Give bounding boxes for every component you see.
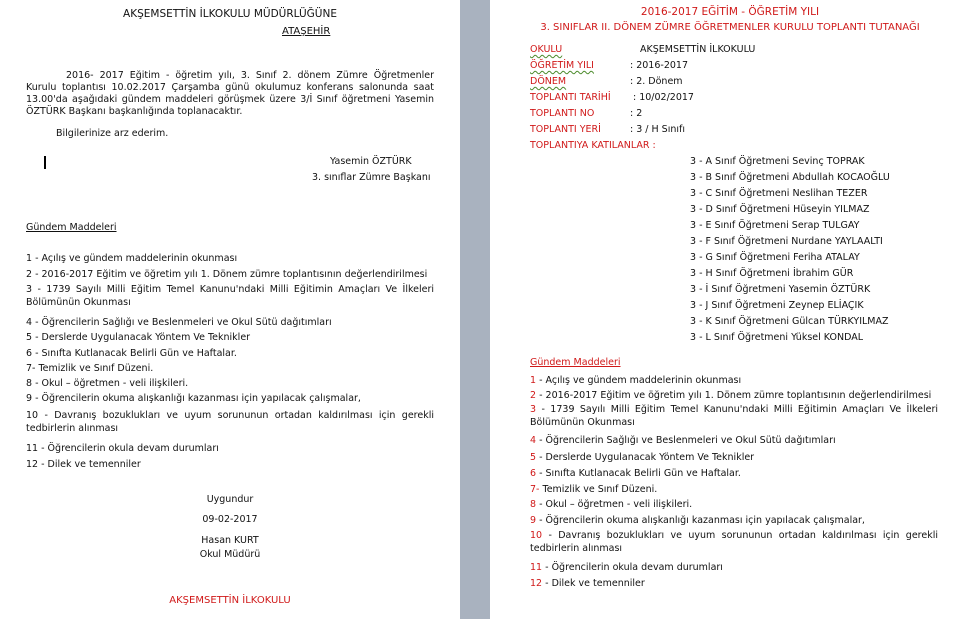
agenda-item bbox=[530, 451, 938, 464]
agenda-item-text: - Dilek ve temenniler bbox=[545, 578, 645, 589]
text-cursor bbox=[44, 156, 46, 169]
letter-body: 2016- 2017 Eğitim - öğretim yılı, 3. Sınıf 2. dönem Zümre Öğretmenler Kurulu toplantısı 10.02.2017 Çarşamba günü okulumuz konferans salonunda saat 13.00'da aşağıdaki gündem maddeleri görüşmek üzere 3/İ Sınıf öğretmeni Yasemin ÖZTÜRK Başkanı başkanlığında toplanacaktır. bbox=[26, 70, 434, 117]
agenda-item-text: - Okul – öğretmen - veli ilişkileri. bbox=[539, 499, 693, 510]
page-gap bbox=[460, 0, 490, 619]
agenda-item bbox=[530, 389, 938, 402]
agenda-item bbox=[530, 483, 938, 496]
info-value: : 2 bbox=[630, 108, 643, 119]
minutes-subtitle: 3. SINIFLAR II. DÖNEM ZÜMRE ÖĞRETMENLER KURULU TOPLANTI TUTANAĞI bbox=[540, 22, 920, 33]
agenda-item-text: - 1739 Sayılı Milli Eğitim Temel Kanunu'ndaki Milli Eğitimin Amaçları Ve İlkeleri Bölümünün Okunması bbox=[530, 404, 938, 428]
agenda-item bbox=[530, 374, 938, 387]
attendee-name: Serap TULGAY bbox=[791, 220, 860, 231]
document-page-right[interactable] bbox=[490, 0, 970, 619]
attendee-name: Feriha ATALAY bbox=[793, 252, 860, 263]
agenda-item-number: 8 bbox=[530, 499, 537, 510]
attendee-name: Hüseyin YILMAZ bbox=[793, 204, 870, 215]
agenda-item-text: - Öğrencilerin okuma alışkanlığı kazanması için yapılacak çalışmalar, bbox=[539, 515, 865, 526]
agenda-item: 12 - Dilek ve temenniler bbox=[26, 459, 141, 470]
approval-date: 09-02-2017 bbox=[202, 514, 258, 525]
signer-title: 3. sınıflar Zümre Başkanı bbox=[312, 172, 431, 183]
letter-closing: Bilgilerinize arz ederim. bbox=[56, 128, 169, 139]
agenda-item-number: 1 bbox=[530, 375, 537, 386]
agenda-item bbox=[530, 434, 938, 447]
agenda-item bbox=[530, 514, 938, 527]
agenda-title: Gündem Maddeleri bbox=[530, 357, 621, 368]
attendee-role: 3 - J Sınıf Öğretmeni bbox=[690, 300, 786, 311]
attendee-row bbox=[690, 268, 853, 279]
agenda-item-text: - Açılış ve gündem maddelerinin okunması bbox=[539, 375, 742, 386]
letter-district: ATAŞEHİR bbox=[282, 26, 331, 37]
agenda-item-text: - Sınıfta Kutlanacak Belirli Gün ve Haftalar. bbox=[539, 468, 741, 479]
attendee-row bbox=[690, 284, 870, 295]
agenda-item-number: 12 bbox=[530, 578, 543, 589]
agenda-item bbox=[530, 403, 938, 429]
attendee-role: 3 - D Sınıf Öğretmeni bbox=[690, 204, 791, 215]
attendee-role: 3 - G Sınıf Öğretmeni bbox=[690, 252, 791, 263]
agenda-item-number: 11 bbox=[530, 562, 543, 573]
attendee-row bbox=[690, 156, 865, 167]
principal-name: Hasan KURT bbox=[201, 535, 259, 546]
agenda-item bbox=[530, 498, 938, 511]
document-page-left[interactable] bbox=[0, 0, 460, 619]
info-label: ÖĞRETİM YILI bbox=[530, 60, 594, 71]
info-value: AKŞEMSETTİN İLKOKULU bbox=[640, 44, 756, 55]
minutes-title: 2016-2017 EĞİTİM - ÖĞRETİM YILI bbox=[640, 6, 820, 18]
info-label: OKULU bbox=[530, 44, 563, 55]
agenda-item bbox=[530, 467, 938, 480]
attendee-name: İbrahim GÜR bbox=[792, 268, 854, 279]
info-label: TOPLANTI NO bbox=[530, 108, 595, 119]
attendee-row bbox=[690, 252, 860, 263]
agenda-item bbox=[530, 529, 938, 555]
attendee-role: 3 - İ Sınıf Öğretmeni bbox=[690, 284, 786, 295]
attendee-role: 3 - K Sınıf Öğretmeni bbox=[690, 316, 789, 327]
attendee-name: Gülcan TÜRKYILMAZ bbox=[792, 316, 889, 327]
agenda-item-text: - Derslerde Uygulanacak Yöntem Ve Teknikler bbox=[539, 452, 755, 463]
agenda-item-text: - Öğrencilerin okula devam durumları bbox=[545, 562, 723, 573]
attendee-role: 3 - H Sınıf Öğretmeni bbox=[690, 268, 790, 279]
agenda-item: 6 - Sınıfta Kutlanacak Belirli Gün ve Haftalar. bbox=[26, 348, 237, 359]
attendee-row bbox=[690, 188, 867, 199]
agenda-item: 2 - 2016-2017 Eğitim ve öğretim yılı 1. Dönem zümre toplantısının değerlendirilmesi bbox=[26, 269, 428, 280]
approval-label: Uygundur bbox=[206, 494, 254, 505]
attendee-name: Abdullah KOCAOĞLU bbox=[792, 172, 890, 183]
attendee-role: 3 - A Sınıf Öğretmeni bbox=[690, 156, 790, 167]
attendee-role: 3 - F Sınıf Öğretmeni bbox=[690, 236, 789, 247]
agenda-item: 1 - Açılış ve gündem maddelerinin okunması bbox=[26, 253, 238, 264]
attendee-row bbox=[690, 220, 859, 231]
agenda-item-number: 7- bbox=[530, 484, 540, 495]
attendee-name: Yasemin ÖZTÜRK bbox=[788, 284, 871, 295]
agenda-item-text: Temizlik ve Sınıf Düzeni. bbox=[539, 484, 658, 495]
attendee-role: 3 - C Sınıf Öğretmeni bbox=[690, 188, 790, 199]
letter-heading: AKŞEMSETTİN İLKOKULU MÜDÜRLÜĞÜNE bbox=[123, 8, 337, 20]
agenda-item bbox=[530, 561, 938, 574]
agenda-item-number: 9 bbox=[530, 515, 537, 526]
attendee-row bbox=[690, 172, 890, 183]
agenda-item: 5 - Derslerde Uygulanacak Yöntem Ve Teknikler bbox=[26, 332, 251, 343]
attendee-row bbox=[690, 300, 864, 311]
attendee-name: Zeynep ELİAÇIK bbox=[788, 300, 864, 311]
agenda-item-number: 2 bbox=[530, 390, 537, 401]
attendee-role: 3 - E Sınıf Öğretmeni bbox=[690, 220, 789, 231]
agenda-item: 3 - 1739 Sayılı Milli Eğitim Temel Kanunu'ndaki Milli Eğitimin Amaçları Ve İlkeleri Bölümünün Okunması bbox=[26, 284, 434, 308]
agenda-item-number: 4 bbox=[530, 435, 537, 446]
agenda-item-number: 6 bbox=[530, 468, 537, 479]
info-label: TOPLANTI YERİ bbox=[530, 124, 601, 135]
agenda-item bbox=[530, 577, 938, 590]
info-value: : 2016-2017 bbox=[630, 60, 689, 71]
agenda-item: 11 - Öğrencilerin okula devam durumları bbox=[26, 443, 219, 454]
info-value: : 10/02/2017 bbox=[633, 92, 694, 103]
info-value: : 3 / H Sınıfı bbox=[630, 124, 685, 135]
agenda-item: 7- Temizlik ve Sınıf Düzeni. bbox=[26, 363, 154, 374]
attendees-label: TOPLANTIYA KATILANLAR : bbox=[530, 140, 656, 151]
info-label: TOPLANTI TARİHİ bbox=[530, 92, 611, 103]
info-label: DÖNEM bbox=[530, 76, 567, 87]
agenda-item: 4 - Öğrencilerin Sağlığı ve Beslenmeleri ve Okul Sütü dağıtımları bbox=[26, 317, 332, 328]
principal-title: Okul Müdürü bbox=[199, 549, 261, 560]
agenda-item: 9 - Öğrencilerin okuma alışkanlığı kazanması için yapılacak çalışmalar, bbox=[26, 393, 361, 404]
attendee-name: Nurdane YAYLAALTI bbox=[791, 236, 883, 247]
attendee-role: 3 - B Sınıf Öğretmeni bbox=[690, 172, 790, 183]
attendee-role: 3 - L Sınıf Öğretmeni bbox=[690, 332, 789, 343]
agenda-item-number: 3 bbox=[530, 404, 537, 415]
signer-name: Yasemin ÖZTÜRK bbox=[330, 156, 412, 167]
attendee-name: Sevinç TOPRAK bbox=[792, 156, 865, 167]
agenda-item-text: - 2016-2017 Eğitim ve öğretim yılı 1. Dönem zümre toplantısının değerlendirilmesi bbox=[539, 390, 932, 401]
attendee-row bbox=[690, 316, 889, 327]
attendee-name: Neslihan TEZER bbox=[792, 188, 868, 199]
agenda-item: 10 - Davranış bozuklukları ve uyum sorununun ortadan kaldırılması için gerekli tedbirlerin alınması bbox=[26, 410, 434, 434]
footer-school-name: AKŞEMSETTİN İLKOKULU bbox=[169, 595, 291, 606]
agenda-item-text: - Davranış bozuklukları ve uyum sorununun ortadan kaldırılması için gerekli tedbirlerin alınması bbox=[530, 530, 938, 554]
attendee-row bbox=[690, 332, 863, 343]
agenda-item-text: - Öğrencilerin Sağlığı ve Beslenmeleri ve Okul Sütü dağıtımları bbox=[539, 435, 836, 446]
attendee-row bbox=[690, 236, 883, 247]
agenda-item-number: 5 bbox=[530, 452, 537, 463]
agenda-item: 8 - Okul – öğretmen - veli ilişkileri. bbox=[26, 378, 189, 389]
info-value: : 2. Dönem bbox=[630, 76, 683, 87]
attendee-row bbox=[690, 204, 869, 215]
agenda-title: Gündem Maddeleri bbox=[26, 222, 117, 233]
agenda-item-number: 10 bbox=[530, 530, 543, 541]
attendee-name: Yüksel KONDAL bbox=[791, 332, 864, 343]
